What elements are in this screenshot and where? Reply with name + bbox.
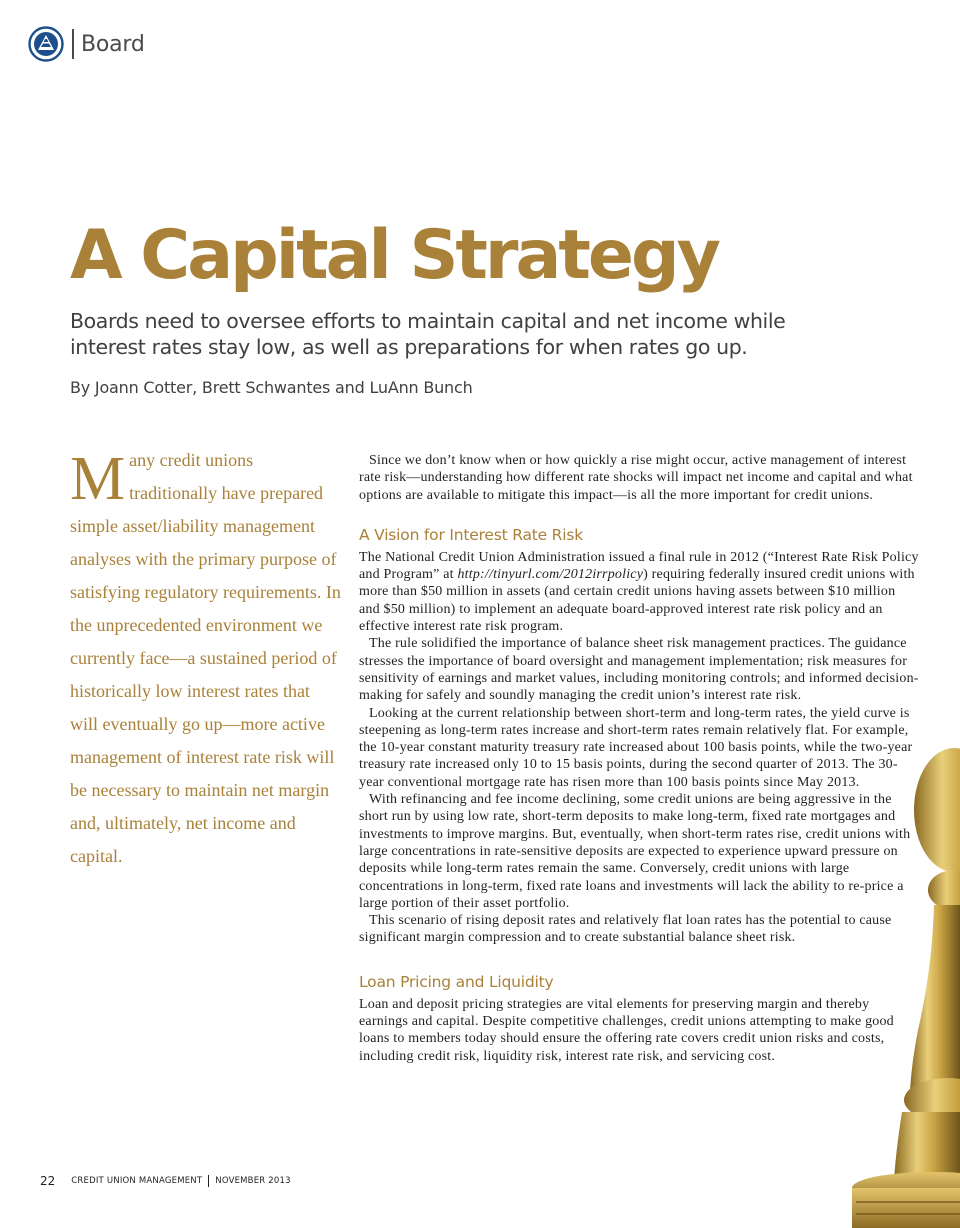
page-footer bbox=[40, 1174, 291, 1188]
header-divider bbox=[72, 29, 74, 59]
cu-logo-icon bbox=[28, 26, 64, 62]
pull-quote bbox=[70, 444, 342, 873]
article-body bbox=[359, 452, 919, 1065]
body-paragraph: Loan and deposit pricing strategies are vital elements for preserving margin and thereby earnings and capital. Despite competitive challenges, credit unions attempting to make good loans to members today should ensure the offering rate covers credit union risks and costs, including credit risk, liquidity risk, interest rate risk, and servicing cost. bbox=[359, 996, 894, 1064]
footer-divider bbox=[208, 1175, 209, 1187]
page-number: 22 bbox=[40, 1174, 56, 1188]
page-header bbox=[28, 26, 145, 62]
section-heading-loan-pricing: Loan Pricing and Liquidity bbox=[359, 972, 554, 991]
body-paragraph: Looking at the current relationship between short-term and long-term rates, the yield curve is steepening as long-term rates increase and short-term rates remain relatively flat. For example, the 10-year constant maturity treasury rate increased about 100 basis points, while the two-year treasury rate increased only 10 to 15 basis points, during the second quarter of 2013. The 30-year conventional mortgage rate has risen more than 100 basis points since May 2013. bbox=[359, 705, 913, 790]
intro-paragraph: Since we don’t know when or how quickly a rise might occur, active management of interest rate risk—understanding how different rate shocks will impact net income and capital and what options are available to mitigate this impact—is all the more important for credit unions. bbox=[359, 453, 913, 503]
gold-pawn-image bbox=[836, 740, 960, 1228]
pull-quote-text: traditionally have prepared simple asset/liability management analyses with the primary purpose of satisfying regulatory requirements. In the unprecedented environment we currently face—a sustained period of historically low interest rates that will eventually go up—more active management of interest rate risk will be necessary to maintain net margin and, ultimately, net income and capital. bbox=[70, 483, 341, 866]
drop-cap: M bbox=[70, 445, 126, 513]
policy-link: http://tinyurl.com/2012irrpolicy bbox=[457, 567, 644, 583]
section-label: Board bbox=[81, 31, 145, 57]
article-byline: By Joann Cotter, Brett Schwantes and LuAnn Bunch bbox=[70, 378, 473, 397]
article-subtitle: Boards need to oversee efforts to maintain capital and net income while interest rates stay low, as well as preparations for when rates go up. bbox=[70, 309, 786, 359]
issue-date: NOVEMBER 2013 bbox=[215, 1176, 291, 1186]
publication-name: CREDIT UNION MANAGEMENT bbox=[71, 1176, 203, 1186]
article-title: A Capital Strategy bbox=[70, 216, 718, 295]
body-paragraph: This scenario of rising deposit rates and relatively flat loan rates has the potential to cause significant margin compression and to create substantial balance sheet risk. bbox=[359, 913, 892, 946]
body-paragraph: The rule solidified the importance of balance sheet risk management practices. The guidance stresses the importance of board oversight and management implementation; risk measures for sensitivity of earnings and market values, including monitoring controls; and informed decision-making for safely and soundly managing the credit union’s interest rate risk. bbox=[359, 636, 919, 704]
body-paragraph: With refinancing and fee income declining, some credit unions are being aggressive in the short run by using low rate, short-term deposits to make long-term, fixed rate mortgages and investments to improve margins. But, eventually, when short-term rates rise, credit unions with large concentrations in rate-sensitive deposits are expected to experience upward pressure on deposits while long-term rates remain the same. Conversely, credit unions with large concentrations in long-term, fixed rate loans and investments will lack the ability to re-price a large portion of their asset portfolio. bbox=[359, 792, 911, 911]
pull-quote-first-line: any credit unions bbox=[129, 450, 254, 470]
body-paragraph: The National Credit Union Administration issued a final rule in 2012 (“Interest Rate Risk Policy and Program” at http://tinyurl.com/2012irrpolicy) requiring federally insured credit unions with more than $50 million in assets (and certain credit unions having assets between $10 million and $50 million) to implement an adequate board-approved interest rate risk policy and an effective interest rate risk program. bbox=[359, 549, 919, 635]
section-heading-interest-rate-risk: A Vision for Interest Rate Risk bbox=[359, 525, 584, 544]
